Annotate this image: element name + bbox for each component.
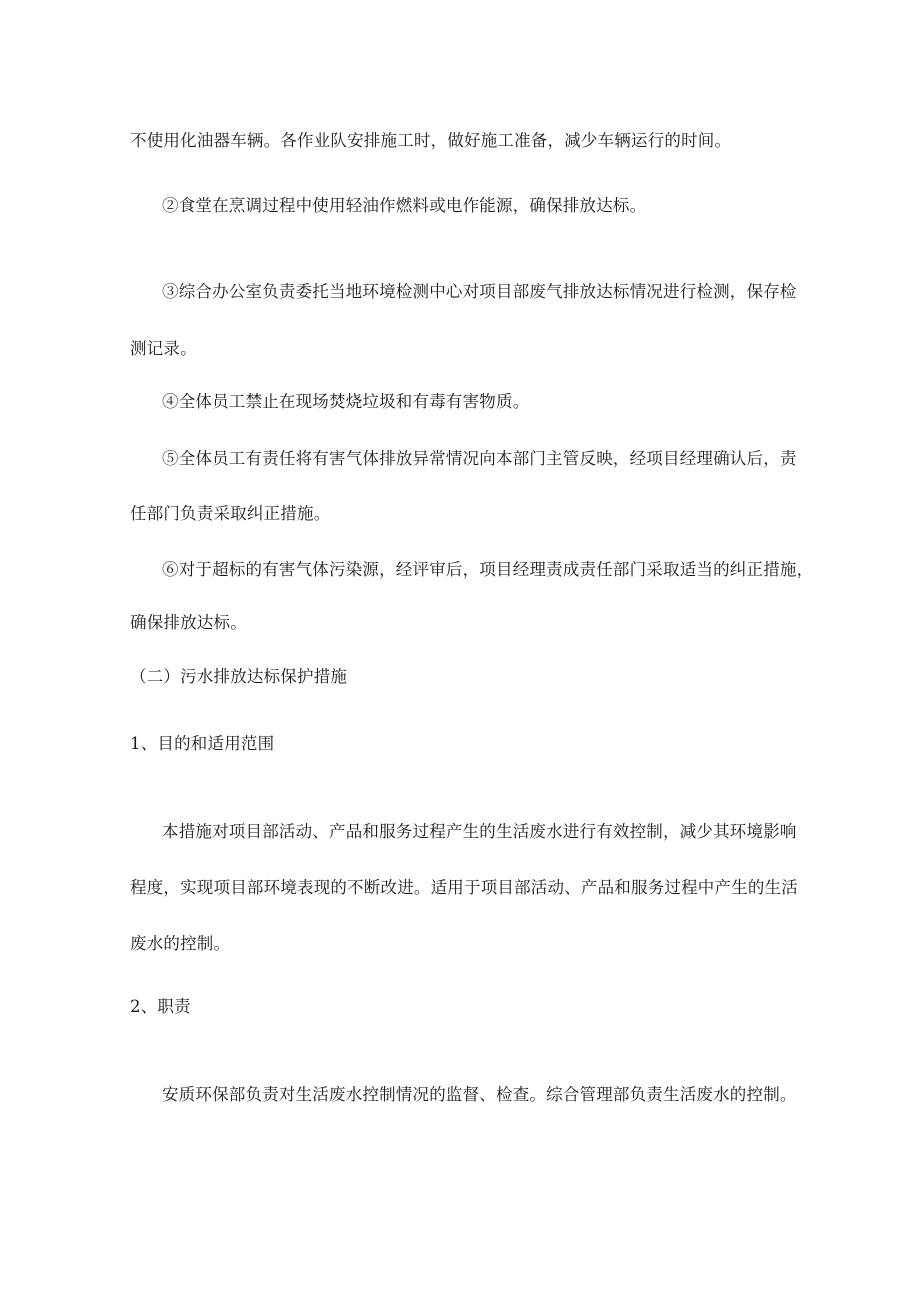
list-item-2: ②食堂在烹调过程中使用轻油作燃料或电作能源，确保排放达标。	[162, 196, 647, 215]
paragraph-line: 安质环保部负责对生活废水控制情况的监督、检查。综合管理部负责生活废水的控制。	[162, 1085, 797, 1104]
list-item-5: ⑤全体员工有责任将有害气体排放异常情况向本部门主管反映，经项目经理确认后，责	[162, 449, 797, 468]
paragraph-line: 测记录。	[130, 339, 197, 358]
paragraph-line: 废水的控制。	[130, 934, 231, 953]
paragraph-line: 确保排放达标。	[130, 613, 247, 632]
list-item-6: ⑥对于超标的有害气体污染源，经评审后，项目经理责成责任部门采取适当的纠正措施，	[162, 560, 814, 579]
subsection-heading-purpose: 1、目的和适用范围	[130, 734, 275, 753]
paragraph-line: 任部门负责采取纠正措施。	[130, 504, 331, 523]
subsection-heading-duties: 2、职责	[130, 997, 191, 1016]
paragraph-line: 不使用化油器车辆。各作业队安排施工时，做好施工准备，减少车辆运行的时间。	[130, 131, 732, 150]
section-heading: （二）污水排放达标保护措施	[130, 667, 348, 686]
paragraph-line: 本措施对项目部活动、产品和服务过程产生的生活废水进行有效控制，减少其环境影响	[162, 822, 797, 841]
list-item-3: ③综合办公室负责委托当地环境检测中心对项目部废气排放达标情况进行检测，保存检	[162, 282, 797, 301]
paragraph-line: 程度，实现项目部环境表现的不断改进。适用于项目部活动、产品和服务过程中产生的生活	[130, 878, 798, 897]
list-item-4: ④全体员工禁止在现场焚烧垃圾和有毒有害物质。	[162, 392, 530, 411]
